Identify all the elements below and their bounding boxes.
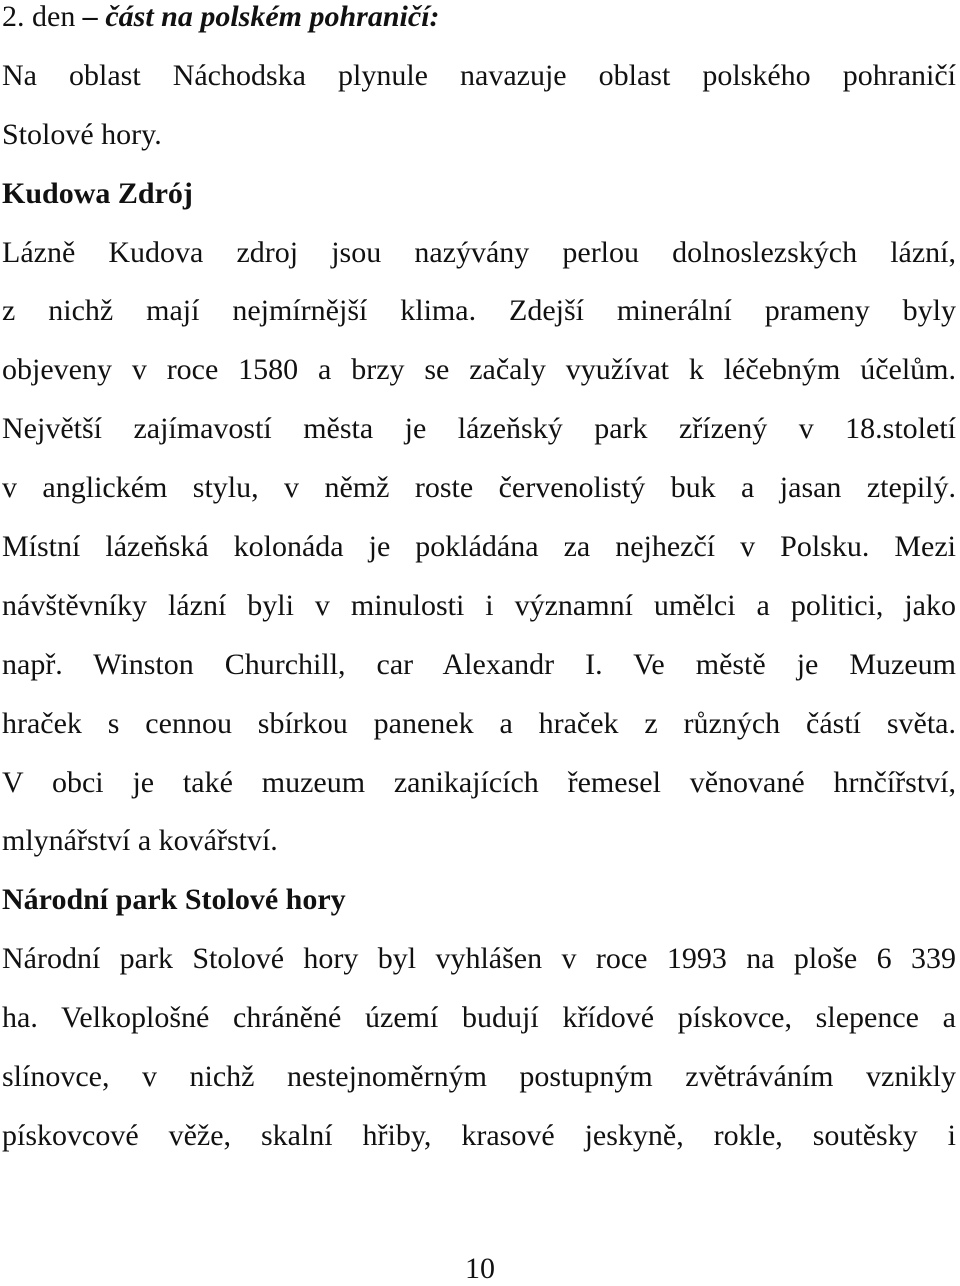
paragraph-line: Největší zajímavostí města je lázeňský park zřízený v 18.století xyxy=(2,412,956,446)
paragraph-line: např. Winston Churchill, car Alexandr I. Ve městě je Muzeum xyxy=(2,647,956,681)
paragraph-line: V obci je také muzeum zanikajících řemesel věnované hrnčířství, xyxy=(2,765,956,799)
paragraph-line: návštěvníky lázní byli v minulosti i významní umělci a politici, jako xyxy=(2,588,956,622)
paragraph-line: mlynářství a kovářství. xyxy=(2,824,278,858)
paragraph-line: Místní lázeňská kolonáda je pokládána za nejhezčí v Polsku. Mezi xyxy=(2,530,956,564)
paragraph-line: z nichž mají nejmírnější klima. Zdejší minerální prameny byly xyxy=(2,294,956,328)
document-page xyxy=(2,0,956,1166)
paragraph-line: Národní park Stolové hory byl vyhlášen v roce 1993 na ploše 6 339 xyxy=(2,942,956,976)
section-heading-kudowa: Kudowa Zdrój xyxy=(2,176,193,210)
paragraph-line: hraček s cennou sbírkou panenek a hraček z různých částí světa. xyxy=(2,706,956,740)
page-number: 10 xyxy=(465,1252,495,1285)
paragraph-line: v anglickém stylu, v němž roste červenolistý buk a jasan ztepilý. xyxy=(2,471,956,505)
paragraph-line: slínovce, v nichž nestejnoměrným postupným zvětráváním vznikly xyxy=(2,1060,956,1094)
day-label: 2. den xyxy=(2,0,83,33)
paragraph-line: ha. Velkoplošné chráněné území budují křídové pískovce, slepence a xyxy=(2,1001,956,1035)
paragraph-line: Na oblast Náchodska plynule navazuje oblast polského pohraničí xyxy=(2,58,956,92)
paragraph-line: Stolové hory. xyxy=(2,117,162,151)
day-subtitle: – část na polském pohraničí: xyxy=(82,0,440,33)
day-heading xyxy=(2,0,956,47)
paragraph-line: objeveny v roce 1580 a brzy se začaly využívat k léčebným účelům. xyxy=(2,353,956,387)
section-heading-national-park: Národní park Stolové hory xyxy=(2,883,346,917)
paragraph-line: pískovcové věže, skalní hřiby, krasové jeskyně, rokle, soutěsky i xyxy=(2,1118,956,1152)
paragraph-line: Lázně Kudova zdroj jsou nazývány perlou dolnoslezských lázní, xyxy=(2,235,956,269)
